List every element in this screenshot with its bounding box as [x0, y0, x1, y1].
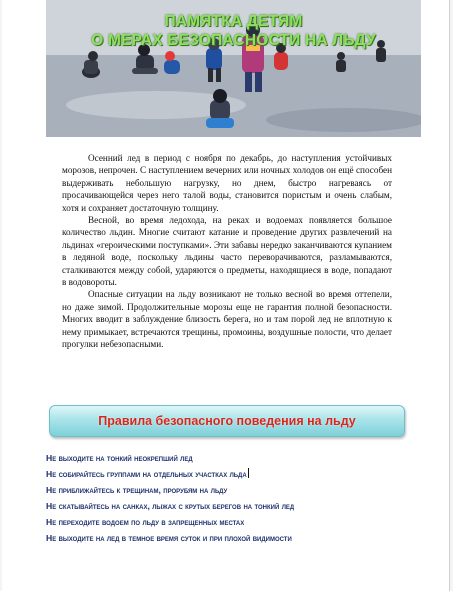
- paragraph-autumn-ice: Осенний лед в период с ноября по декабрь, до наступления устойчивых морозов, непрочен. С наступлением вечерних или ночных холодов он ещё способен выдерживать небольшую нагрузку, но днем, быстро нагреваясь от просачивающейся через него талой воды, становится пористым и очень слабым, хотя и сохраняет достаточную толщину.: [62, 153, 392, 213]
- paragraph-winter-danger: Опасные ситуации на льду возникают не только весной во время оттепели, но даже зимой. Продолжительные морозы еще не гарантия полной безопасности. Многих вводит в заблуждение близость берега, но и там порой лед не вплотную к нему примыкает, встречаются трещины, промоины, воздушные полости, что делает прогулки небезопасными.: [62, 289, 392, 350]
- rule-item: Не скатывайтесь на санках, лыжах с крутых берегов на тонкий лед: [46, 501, 295, 511]
- paragraph-spring-ice: Весной, во время ледохода, на реках и водоемах появляется большое количество льдин. Многие считают катание и проведение других развлечений на льдинах «героическими поступками». Эти забавы нередко заканчиваются купанием в ледяной воде, поскольку льдины часто переворачиваются, разламываются, сталкиваются между собой, ударяются о предметы, находящиеся в воде, попадают в водовороты.: [62, 215, 392, 288]
- body-text: [62, 152, 392, 351]
- rule-item: [46, 468, 422, 480]
- header-photo: [46, 0, 421, 137]
- memo-title-line-2: О МЕРАХ БЕЗОПАСНОСТИ НА ЛЬДУ: [91, 32, 376, 49]
- memo-title-line-1: ПАМЯТКА ДЕТЯМ: [164, 13, 303, 30]
- rule-item: Не выходите на лед в темное время суток и при плохой видимости: [46, 533, 292, 543]
- rules-banner-label: Правила безопасного поведения на льду: [98, 414, 356, 428]
- rules-list: [46, 452, 422, 548]
- rule-item: Не приближайтесь к трещинам, прорубям на льду: [46, 485, 228, 495]
- rule-item: Не переходите водоем по льду в запрещенных местах: [46, 517, 245, 527]
- document-page: [2, 0, 450, 591]
- rules-banner: [49, 405, 405, 437]
- rule-item-text: Не собирайтесь группами на отдельных участках льда: [46, 469, 247, 479]
- text-cursor: [248, 468, 249, 478]
- rule-item: Не выходите на тонкий неокрепший лед: [46, 453, 193, 463]
- memo-title: [46, 12, 421, 50]
